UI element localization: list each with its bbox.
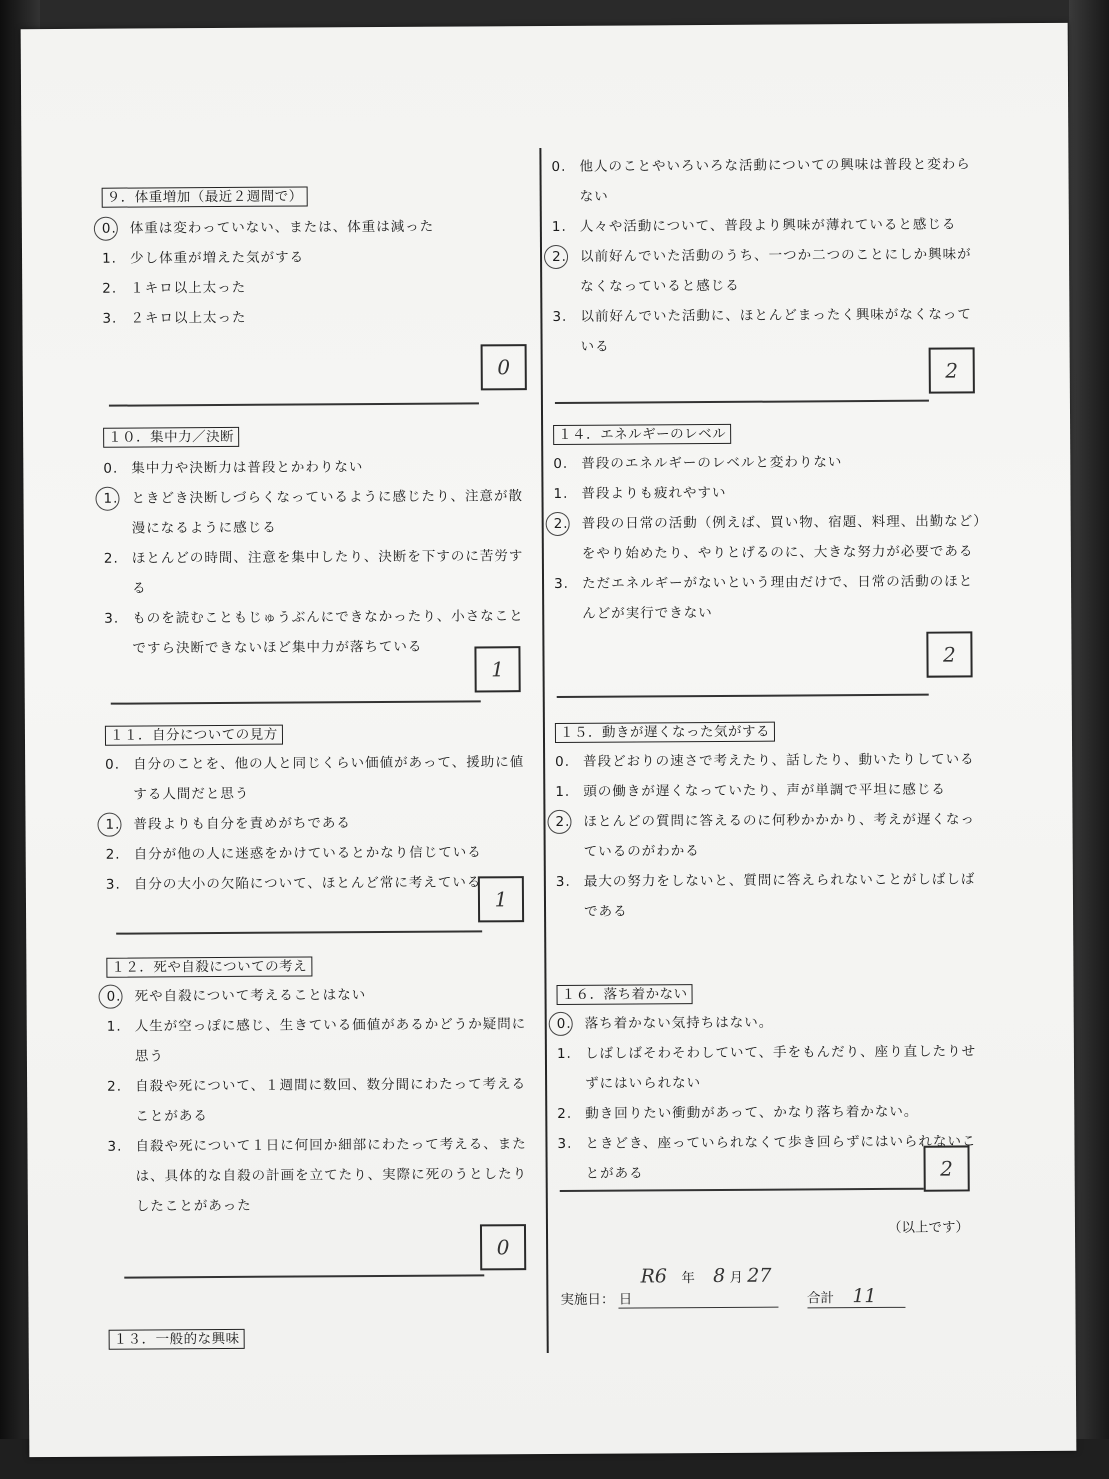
option-1: 1. 少し体重が増えた気がする [102,249,305,267]
day-value: 27 [747,1264,772,1287]
right-column [551,149,981,1308]
option-0: 0. 死や自殺について考えることはない [106,979,526,1012]
score-box: 2 [923,1145,969,1191]
option-0: 0. 体重は変わっていない、または、体重は減った [102,211,522,244]
option-1: 1. 普段よりも自分を責めがちである [105,807,525,840]
section-rule [111,700,481,704]
option-2: 2. 自殺や死について、１週間に数回、数分間にわたって考えることがある [107,1076,527,1125]
option-0: 0. 他人のことやいろいろな活動についての興味は普段と変わらない [551,156,971,205]
column-divider [539,148,548,1353]
option-3: 3. 以前好んでいた活動に、ほとんどまったく興味がなくなっている [552,306,972,355]
era-value: R6 [640,1265,668,1288]
question-13-options [551,149,982,383]
option-0: 0. 集中力や決断力は普段とかわりない [103,459,364,477]
question-9 [101,184,523,380]
option-3: 3. ものを読むこともじゅうぶんにできなかったり、小さなことですら決断できないほど集中力が落ちている [104,608,524,657]
question-title: １０．集中力／決断 [103,427,239,448]
score-box: 1 [474,646,520,692]
question-10 [103,424,524,682]
question-15 [555,719,986,927]
score-box: 0 [481,344,527,390]
total-line [807,1285,905,1309]
option-2: 2. １キロ以上太った [102,279,247,297]
day-label: 日 [618,1291,633,1308]
score-box: 2 [926,631,972,677]
question-14 [553,421,984,667]
year-label: 年 [681,1270,695,1287]
option-1: 1. 人生が空っぽに感じ、生きている価値があるかどうか疑問に思う [106,1016,527,1065]
option-1: 1. 人々や活動について、普段より興味が薄れていると感じる [551,216,957,235]
option-3: 3. 最大の努力をしないと、質問に答えられないことがしばしばである [555,871,976,920]
option-3: 3. ただエネルギーがないという理由だけで、日常の活動のほとんどが実行できない [553,573,974,622]
option-3: 3. 自殺や死について１日に何回か細部にわたって考える、または、具体的な自殺の計画を立てたり、実際に死のうとしたりしたことがあった [107,1136,528,1215]
questionnaire-sheet [21,23,1077,1457]
score-box: 0 [480,1224,526,1270]
option-2: 2. 以前好んでいた活動のうち、一つか二つのことにしか興味がなくなっていると感じる [552,239,982,302]
question-16 [556,981,987,1189]
end-note: （以上です） [887,1219,970,1236]
question-11 [105,722,526,912]
option-2: 2. 普段の日常の活動（例えば、買い物、宿題、料理、出勤など）をやり始めたり、やりとげるのに、大きな努力が必要である [554,506,984,569]
option-2: 2. ほとんどの質問に答えるのに何秒かかかり、考えが遅くなっているのがわかる [555,804,985,867]
option-1: 1. しばしばそわそわしていて、手をもんだり、座り直したりせずにはいられない [556,1043,977,1092]
question-title: １２．死や自殺についての考え [106,956,312,977]
question-title: １３．一般的な興味 [109,1329,245,1350]
option-3: 3. ときどき、座っていられなくて歩き回らずにはいられないことがある [557,1133,977,1182]
section-rule [116,930,482,934]
option-3: 3. 自分の大小の欠陥について、ほとんど常に考えている [105,874,482,893]
option-1: 1. 普段よりも疲れやすい [553,484,727,502]
option-1: 1. 頭の働きが遅くなっていたり、声が単調で平坦に感じる [555,781,946,800]
date-label: 実施日： [560,1291,615,1308]
total-value: 11 [852,1285,877,1308]
section-rule [555,400,929,404]
score-box: 2 [929,347,975,393]
option-1: 1. ときどき決断しづらくなっているように感じたり、注意が散漫になるように感じる [103,481,523,544]
section-rule [109,402,479,406]
date-line [619,1265,779,1309]
total-label: 合計 [806,1290,835,1307]
question-title: １４．エネルギーのレベル [553,424,731,445]
option-0: 0. 落ち着かない気持ちはない。 [557,1006,977,1039]
option-2: 2. 自分が他の人に迷惑をかけているとかなり信じている [105,844,482,863]
option-2: 2. ほとんどの時間、注意を集中したり、決断を下すのに苦労する [103,548,524,597]
month-value: 8 [713,1264,726,1288]
section-rule [124,1274,484,1278]
section-rule [557,694,929,698]
option-0: 0. 自分のことを、他の人と同じくらい価値があって、援助に値する人間だと思う [105,754,525,803]
option-0: 0. 普段のエネルギーのレベルと変わりない [553,454,843,472]
option-3: 3. ２キロ以上太った [102,309,247,327]
question-title: １１．自分についての見方 [105,725,283,746]
month-label: 月 [729,1269,744,1286]
option-2: 2. 動き回りたい衝動があって、かなり落ち着かない。 [557,1103,919,1122]
left-column [101,184,528,1348]
footer-date-total [560,1264,920,1308]
question-title: ９．体重増加（最近２週間で） [102,186,308,207]
question-title: １５．動きが遅くなった気がする [555,722,775,743]
option-0: 0. 普段どおりの速さで考えたり、話したり、動いたりしている [555,751,975,770]
question-title: １６．落ち着かない [556,984,692,1005]
question-12 [106,954,528,1260]
score-box: 1 [478,876,524,922]
question-13-heading [109,1326,529,1350]
